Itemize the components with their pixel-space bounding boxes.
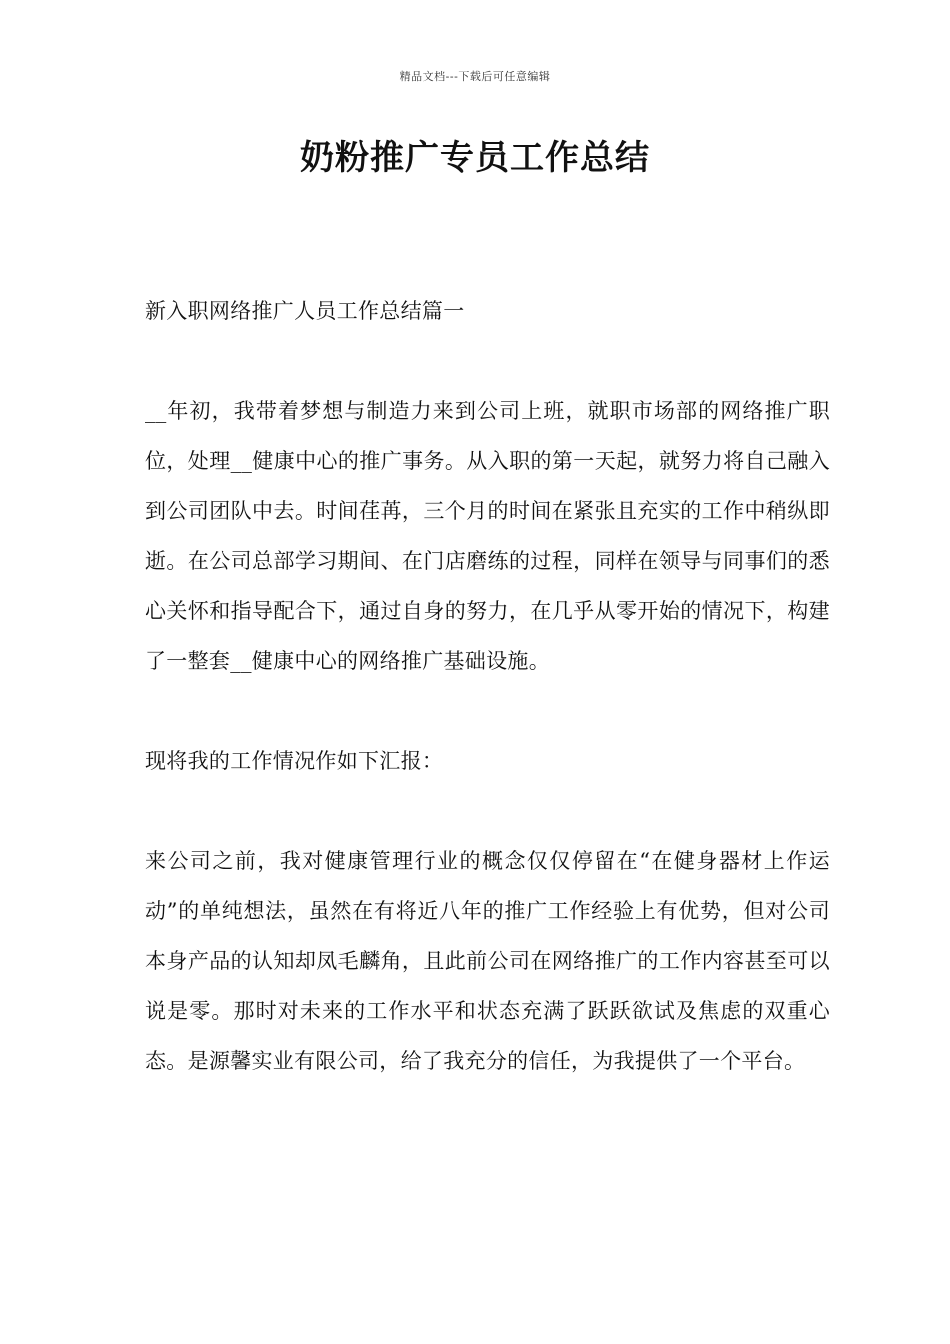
header-note: 精品文档---下载后可任意编辑 xyxy=(399,70,551,83)
document-title: 奶粉推广专员工作总结 xyxy=(300,138,650,178)
document-body xyxy=(145,286,830,1086)
section-heading: 新入职网络推广人员工作总结篇一 xyxy=(145,299,465,323)
paragraph-background: 来公司之前，我对健康管理行业的概念仅仅停留在“在健身器材上作运动”的单纯想法，虽然在有将近八年的推广工作经验上有优势，但对公司本身产品的认知却凤毛麟角，且此前公司在网络推广的工作内容甚至可以说是零。那时对未来的工作水平和状态充满了跃跃欲试及焦虑的双重心态。是源馨实业有限公司，给了我充分的信任，为我提供了一个平台。 xyxy=(145,849,830,1073)
paragraph-intro: __年初，我带着梦想与制造力来到公司上班，就职市场部的网络推广职位，处理__健康中心的推广事务。从入职的第一天起，就努力将自己融入到公司团队中去。时间荏苒，三个月的时间在紧张且充实的工作中稍纵即逝。在公司总部学习期间、在门店磨练的过程，同样在领导与同事们的悉心关怀和指导配合下，通过自身的努力，在几乎从零开始的情况下，构建了一整套__健康中心的网络推广基础设施。 xyxy=(145,399,830,673)
paragraph-report-lead: 现将我的工作情况作如下汇报： xyxy=(145,749,444,773)
